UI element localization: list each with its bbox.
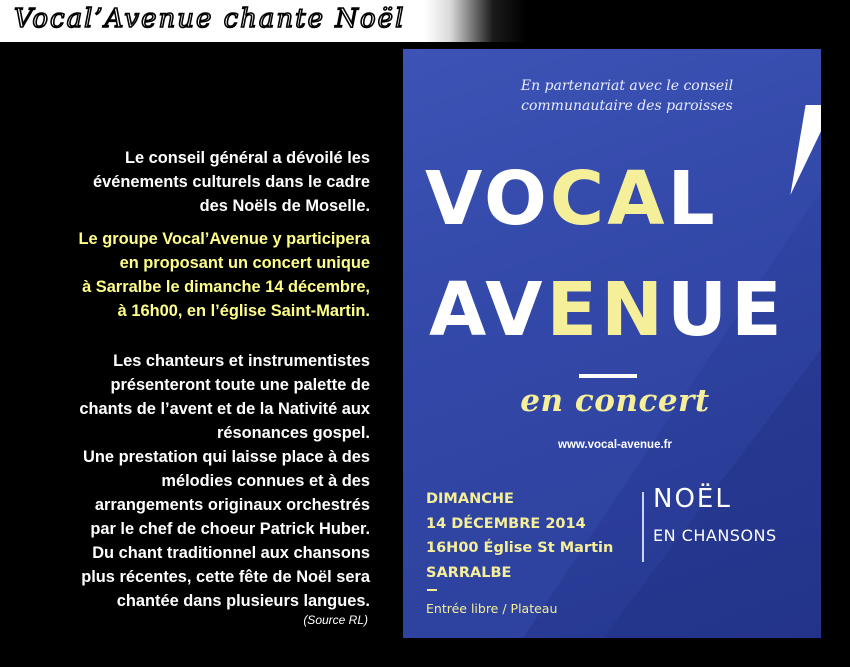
text-line: des Noëls de Moselle. bbox=[199, 197, 370, 215]
entry-dash bbox=[427, 589, 437, 591]
concert-label: en concert bbox=[520, 383, 710, 419]
text-line: plus récentes, cette fête de Noël sera bbox=[81, 568, 370, 586]
header-banner bbox=[0, 0, 850, 42]
event-line: DIMANCHE bbox=[426, 491, 514, 507]
logo-part: UE bbox=[667, 267, 786, 353]
text-line: chants de l’avent et de la Nativité aux bbox=[79, 400, 370, 418]
text-line: Le groupe Vocal’Avenue y participera bbox=[78, 230, 370, 248]
text-line: chantée dans plusieurs langues. bbox=[116, 592, 370, 610]
event-line: 14 DÉCEMBRE 2014 bbox=[426, 515, 586, 532]
text-line: mélodies connues et à des bbox=[161, 472, 370, 490]
article-text bbox=[20, 146, 370, 627]
noel-title: NOËL bbox=[653, 484, 732, 514]
text-line: par le chef de choeur Patrick Huber. bbox=[90, 520, 370, 538]
source-credit: (Source RL) bbox=[303, 613, 368, 627]
text-line: présenteront toute une palette de bbox=[110, 376, 370, 394]
text-line: Du chant traditionnel aux chansons bbox=[92, 544, 370, 562]
text-line: à 16h00, en l’église Saint-Martin. bbox=[117, 302, 370, 320]
partner-line: communautaire des paroisses bbox=[521, 98, 733, 114]
poster-divider bbox=[579, 374, 637, 378]
vertical-separator bbox=[642, 492, 644, 562]
event-line: SARRALBE bbox=[426, 564, 512, 581]
logo-avenue bbox=[429, 267, 786, 353]
text-line: arrangements originaux orchestrés bbox=[94, 496, 370, 514]
text-line: Les chanteurs et instrumentistes bbox=[113, 352, 370, 370]
partner-note bbox=[403, 76, 821, 116]
logo-part: L bbox=[667, 156, 718, 242]
event-line: 16H00 Église St Martin bbox=[426, 540, 614, 556]
logo-vocal bbox=[425, 156, 718, 242]
website-link[interactable]: www.vocal-avenue.fr bbox=[558, 439, 672, 451]
entry-info: Entrée libre / Plateau bbox=[426, 601, 558, 616]
chansons-subtitle: EN CHANSONS bbox=[653, 526, 777, 545]
logo-part-highlight: CA bbox=[549, 156, 668, 242]
text-line: en proposant un concert unique bbox=[119, 254, 370, 272]
text-line: Le conseil général a dévoilé les bbox=[124, 149, 370, 167]
article-paragraph-2 bbox=[20, 227, 370, 323]
text-line: Une prestation qui laisse place à des bbox=[83, 448, 370, 466]
article-paragraph-1 bbox=[20, 146, 370, 218]
event-details bbox=[426, 487, 646, 585]
text-line: événements culturels dans le cadre bbox=[93, 173, 370, 191]
page-title: Vocal’Avenue chante Noël bbox=[14, 4, 406, 34]
article-paragraph-3 bbox=[20, 349, 370, 613]
logo-part-highlight: EN bbox=[546, 267, 668, 353]
text-line: résonances gospel. bbox=[216, 424, 370, 442]
text-line: à Sarralbe le dimanche 14 décembre, bbox=[82, 278, 370, 296]
partner-line: En partenariat avec le conseil bbox=[520, 78, 734, 94]
logo-part: AV bbox=[429, 267, 547, 353]
concert-poster bbox=[403, 49, 821, 638]
logo-part: VO bbox=[425, 156, 550, 242]
